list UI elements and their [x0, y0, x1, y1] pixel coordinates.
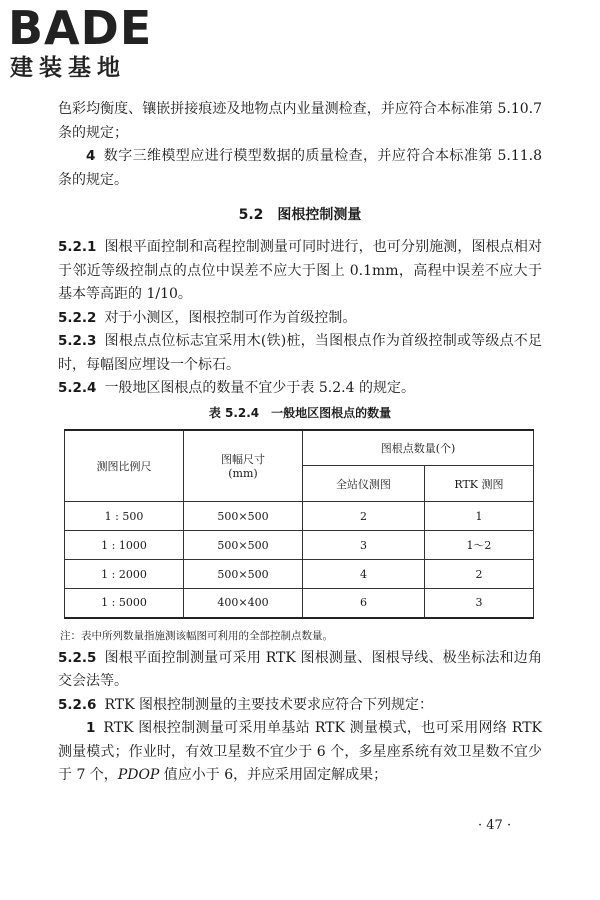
logo-wordmark: BADE	[8, 1, 153, 55]
cell-total-station: 3	[303, 531, 425, 560]
cell-size: 500×500	[184, 531, 303, 560]
cell-rtk: 1	[424, 502, 533, 531]
clause-number: 5.2.5	[58, 649, 97, 666]
brand-logo	[8, 1, 178, 84]
header-scale: 测图比例尺	[65, 430, 184, 502]
table-row	[65, 589, 534, 618]
cell-rtk: 3	[424, 589, 533, 618]
table-row	[65, 560, 534, 589]
table-note: 注：表中所列数量指施测该幅图可利用的全部控制点数量。	[60, 629, 333, 642]
pdop-term: PDOP	[117, 767, 160, 783]
item-number: 1	[86, 720, 96, 736]
clause-number: 5.2.2	[58, 309, 97, 326]
item-number: 4	[86, 148, 96, 164]
table-caption: 表 5.2.4 一般地区图根点的数量	[208, 405, 392, 420]
header-sheet-size	[184, 430, 303, 502]
cell-size: 500×500	[184, 560, 303, 589]
clause-number: 5.2.4	[58, 380, 97, 396]
list-item-1	[58, 717, 542, 788]
table-row	[65, 502, 534, 531]
cell-scale: 1 : 2000	[65, 560, 184, 589]
section-heading	[58, 204, 542, 226]
control-points-table	[64, 429, 534, 619]
clause-number: 5.2.1	[58, 239, 97, 255]
document-body	[58, 98, 542, 788]
cell-size: 500×500	[184, 502, 303, 531]
table-row	[65, 531, 534, 560]
cell-size: 400×400	[184, 589, 303, 618]
section-title: 图根控制测量	[277, 207, 362, 223]
clause-text: RTK 图根控制测量的主要技术要求应符合下列规定：	[104, 696, 433, 713]
section-number: 5.2	[238, 207, 264, 223]
clause-5-2-6	[58, 694, 542, 718]
cell-total-station: 6	[303, 589, 425, 618]
cell-rtk: 1～2	[424, 531, 533, 560]
clause-number: 5.2.6	[58, 696, 97, 713]
header-size-unit: (mm)	[228, 467, 258, 481]
cell-scale: 1 : 1000	[65, 531, 184, 560]
clause-text: 图根点点位标志宜采用木(铁)桩，当图根点作为首级控制或等级点不足时，每幅图应埋设一个标石。	[58, 333, 542, 373]
clause-text: 图根平面控制和高程控制测量可同时进行，也可分别施测，图根点相对于邻近等级控制点的点位中误差不应大于图上 0.1mm，高程中误差不应大于基本等高距的 1/10。	[58, 239, 542, 302]
clause-5-2-2	[58, 307, 542, 331]
cell-scale: 1 : 5000	[65, 589, 184, 618]
logo-subtitle: 建装基地	[10, 55, 126, 81]
cell-total-station: 2	[303, 502, 425, 531]
clause-5-2-4	[58, 377, 542, 401]
clause-text: 一般地区图根点的数量不宜少于表 5.2.4 的规定。	[104, 380, 415, 396]
clause-5-2-5	[58, 647, 542, 694]
page-number: · 47 ·	[478, 818, 512, 833]
clause-text: 对于小测区，图根控制可作为首级控制。	[104, 309, 357, 326]
list-item-4	[58, 145, 542, 192]
header-size-label: 图幅尺寸	[221, 453, 265, 467]
item-text: 数字三维模型应进行模型数据的质量检查，并应符合本标准第 5.11.8 条的规定。	[58, 148, 542, 188]
cell-total-station: 4	[303, 560, 425, 589]
header-point-count: 图根点数量(个)	[303, 430, 534, 466]
clause-number: 5.2.3	[58, 333, 97, 349]
paragraph-continued: 色彩均衡度、镶嵌拼接痕迹及地物点内业量测检查，并应符合本标准第 5.10.7 条的规定；	[58, 101, 542, 141]
cell-rtk: 2	[424, 560, 533, 589]
clause-5-2-1	[58, 236, 542, 307]
item-text-b: 值应小于 6，并应采用固定解成果；	[159, 767, 388, 783]
clause-5-2-3	[58, 330, 542, 377]
item-text-a: RTK 图根控制测量可采用单基站 RTK 测量模式，也可采用网络 RTK 测量模式；作业时，有效卫星数不宜少于 6 个，多星座系统有效卫星数不宜少于 7 个，	[58, 720, 542, 783]
header-total-station: 全站仪测图	[303, 466, 425, 502]
clause-text: 图根平面控制测量可采用 RTK 图根测量、图根导线、极坐标法和边角交会法等。	[58, 649, 542, 689]
cell-scale: 1 : 500	[65, 502, 184, 531]
header-rtk: RTK 测图	[424, 466, 533, 502]
